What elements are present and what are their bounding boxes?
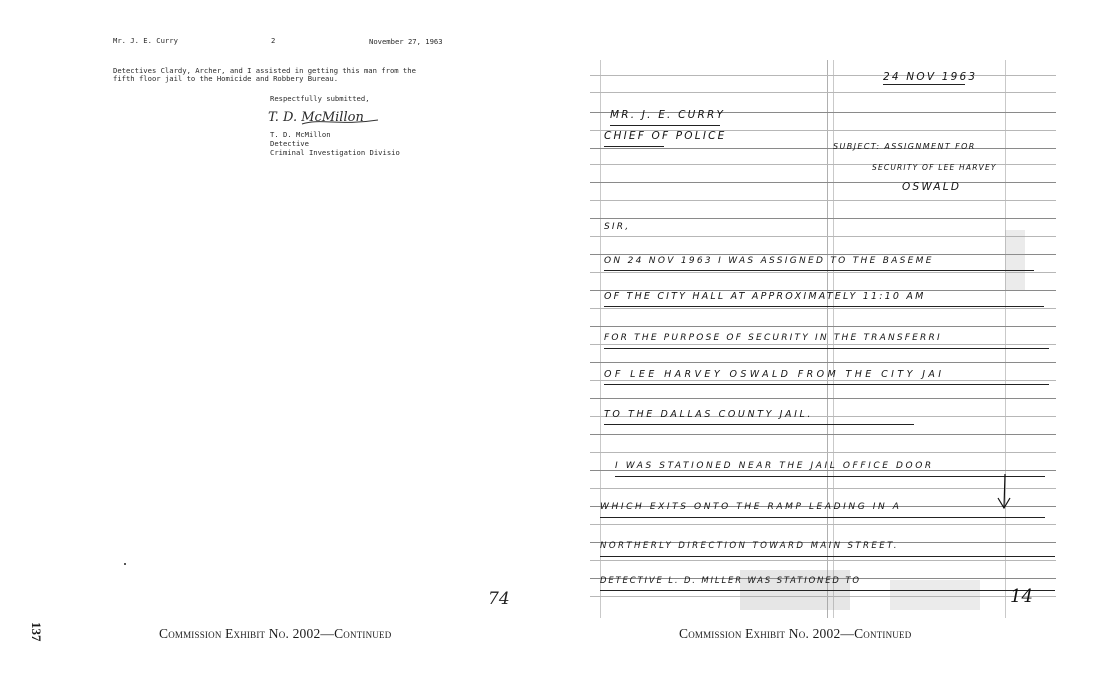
right-caption: Commission Exhibit No. 2002—Continued [679, 626, 912, 641]
subject-line: SECURITY OF LEE HARVEY [872, 163, 997, 172]
report-line: DETECTIVE L. D. MILLER WAS STATIONED TO [600, 575, 861, 585]
letter-body-line: fifth floor jail to the Homicide and Robbery Bureau. [113, 74, 339, 83]
letter-body-line: Detectives Clardy, Archer, and I assisted in getting this man from the [113, 66, 416, 75]
subject-line: SUBJECT: ASSIGNMENT FOR [833, 142, 976, 151]
signer-division: Criminal Investigation Divisio [270, 148, 400, 157]
letter-closing: Respectfully submitted, [270, 94, 370, 103]
addressee-line: CHIEF OF POLICE [604, 130, 727, 142]
subject-line: OSWALD [902, 181, 962, 193]
report-line: I WAS STATIONED NEAR THE JAIL OFFICE DOOR [615, 461, 934, 471]
handwritten-correction-mark [995, 472, 1015, 512]
handwritten-signature: T. D. McMillon [268, 110, 364, 125]
report-line: TO THE DALLAS COUNTY JAIL. [604, 409, 814, 420]
report-date: 24 NOV 1963 [883, 71, 978, 83]
addressee-line: MR. J. E. CURRY [610, 109, 726, 121]
letter-page-number: 2 [271, 36, 276, 45]
report-line: ON 24 NOV 1963 I WAS ASSIGNED TO THE BASEME [604, 256, 934, 266]
report-line: NORTHERLY DIRECTION TOWARD MAIN STREET. [600, 541, 899, 551]
report-line: OF THE CITY HALL AT APPROXIMATELY 11:10 AM [604, 291, 926, 302]
left-caption: Commission Exhibit No. 2002—Continued [159, 626, 392, 641]
handwritten-report-page [590, 60, 1056, 618]
letter-date: November 27, 1963 [369, 37, 443, 46]
signer-name: T. D. McMillon [270, 130, 331, 139]
side-page-number: 137 [29, 622, 44, 642]
report-line: OF LEE HARVEY OSWALD FROM THE CITY JAI [604, 369, 945, 380]
letter-addressee: Mr. J. E. Curry [113, 36, 178, 45]
page-mark-handwritten: 74 [488, 589, 510, 609]
salutation: SIR, [604, 222, 631, 232]
signer-title: Detective [270, 139, 309, 148]
report-line: FOR THE PURPOSE OF SECURITY IN THE TRANSFERRI [604, 333, 942, 343]
speck [124, 563, 126, 565]
report-line: WHICH EXITS ONTO THE RAMP LEADING IN A [600, 502, 902, 512]
page-mark-handwritten: 14 [1010, 586, 1033, 607]
signature-flourish [300, 116, 380, 128]
